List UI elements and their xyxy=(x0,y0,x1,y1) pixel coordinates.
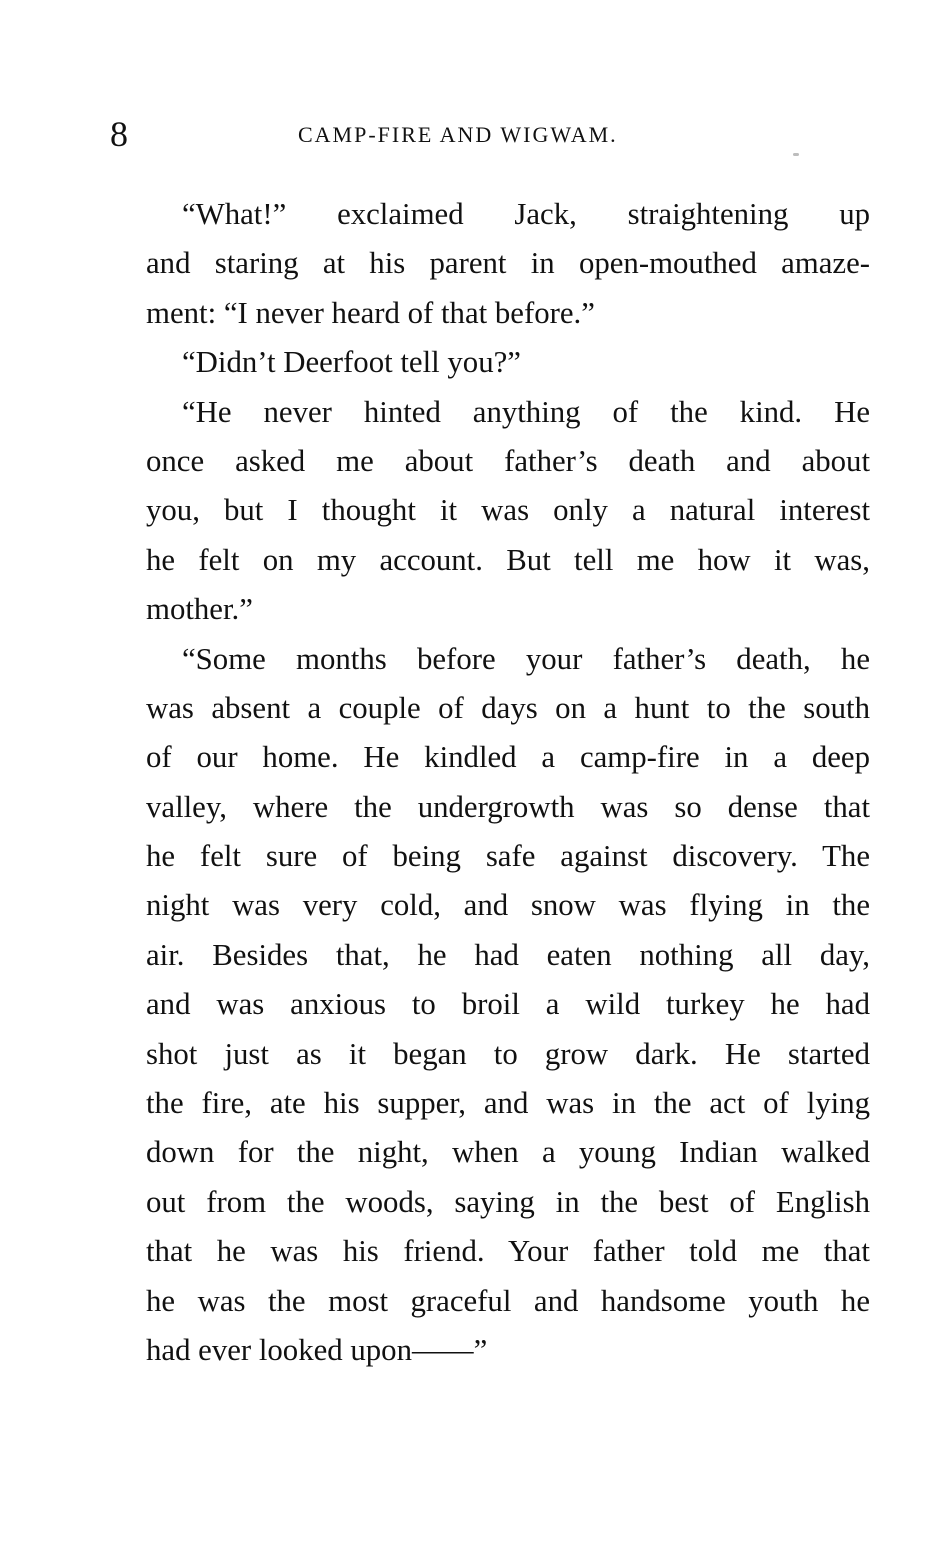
text-line: night was very cold, and snow was flying in the xyxy=(146,888,870,923)
text-line: shot just as it began to grow dark. He started xyxy=(146,1036,870,1071)
print-speck xyxy=(793,153,799,156)
text-line: “What!” exclaimed Jack, straightening up xyxy=(182,197,870,231)
paragraph xyxy=(110,190,870,338)
text-line: “Didn’t Deerfoot tell you?” xyxy=(182,345,521,380)
text-line: he was the most graceful and handsome youth he xyxy=(146,1283,870,1318)
running-head xyxy=(110,112,870,162)
running-title: CAMP-FIRE AND WIGWAM. xyxy=(298,122,618,147)
paragraph xyxy=(110,635,870,1376)
text-line: down for the night, when a young Indian walked xyxy=(146,1135,870,1170)
text-line: “He never hinted anything of the kind. He xyxy=(182,394,870,429)
paragraph xyxy=(110,338,870,387)
page-number: 8 xyxy=(110,114,128,154)
paragraph xyxy=(110,388,870,635)
text-line: and was anxious to broil a wild turkey he had xyxy=(146,987,870,1022)
text-line: and staring at his parent in open-mouthed amaze- xyxy=(146,246,870,281)
text-line: he felt sure of being safe against discovery. The xyxy=(146,839,870,874)
text-line: that he was his friend. Your father told me that xyxy=(146,1234,870,1269)
text-line: out from the woods, saying in the best of English xyxy=(146,1184,870,1219)
text-line: was absent a couple of days on a hunt to the south xyxy=(146,690,870,725)
text-line: of our home. He kindled a camp-fire in a deep xyxy=(146,740,870,775)
text-line: had ever looked upon——” xyxy=(146,1332,488,1367)
text-line: valley, where the undergrowth was so dense that xyxy=(146,789,870,824)
text-line: air. Besides that, he had eaten nothing all day, xyxy=(146,937,870,972)
text-line: mother.” xyxy=(146,592,253,627)
text-line: “Some months before your father’s death, he xyxy=(182,641,870,676)
body-text xyxy=(110,190,870,1375)
text-line: the fire, ate his supper, and was in the act of lying xyxy=(146,1086,870,1121)
text-line: you, but I thought it was only a natural interest xyxy=(146,493,870,528)
text-line: he felt on my account. But tell me how it was, xyxy=(146,542,870,577)
text-line: once asked me about father’s death and about xyxy=(146,443,870,478)
text-line: ment: “I never heard of that before.” xyxy=(146,295,595,330)
